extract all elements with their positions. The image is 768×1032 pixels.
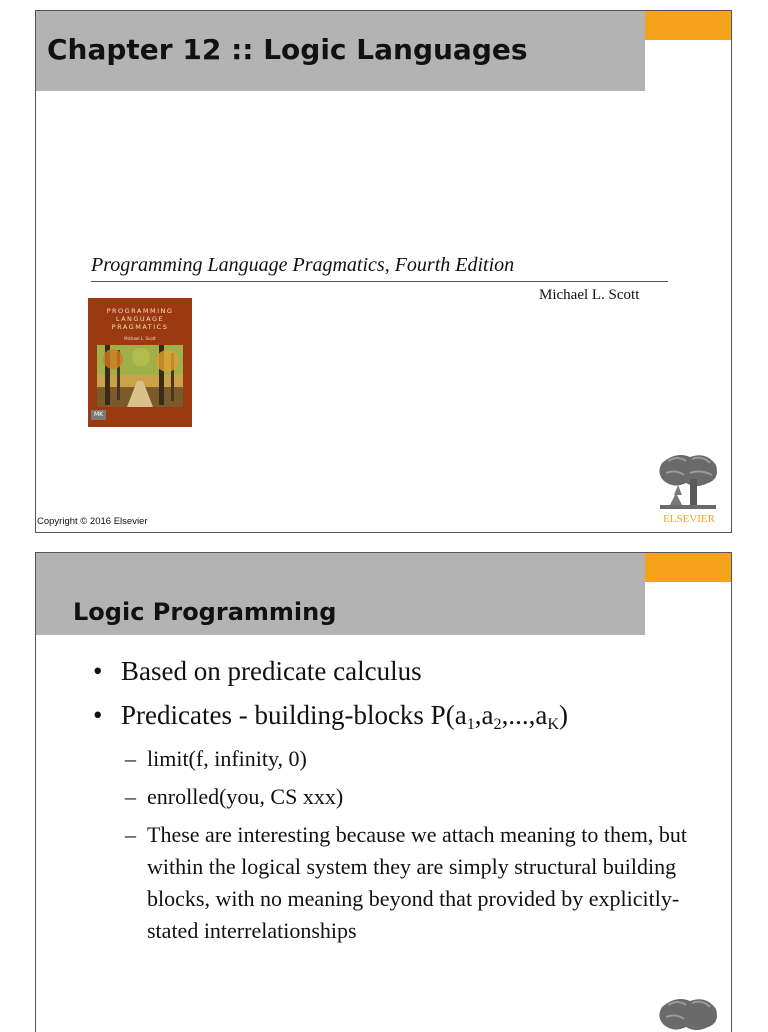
bullet-list xyxy=(93,655,713,953)
slide-title: Chapter 12 :: Logic Languages xyxy=(47,33,528,66)
bullet-icon: • xyxy=(93,700,103,730)
book-title: Programming Language Pragmatics, Fourth Edition xyxy=(91,254,668,282)
list-item xyxy=(93,655,713,687)
forest-illustration xyxy=(97,345,183,407)
bullet-text: Based on predicate calculus xyxy=(121,656,422,686)
sub-list-item xyxy=(93,781,713,813)
copyright-notice: Copyright © 2016 Elsevier xyxy=(37,516,148,527)
elsevier-tree-logo-icon xyxy=(656,451,720,511)
author-name: Michael L. Scott xyxy=(539,287,640,303)
slide-1 xyxy=(35,10,732,533)
dash-icon: – xyxy=(125,746,136,771)
elsevier-tree-logo-icon xyxy=(656,995,720,1032)
list-item xyxy=(93,699,713,731)
dash-icon: – xyxy=(125,822,136,847)
slide-title: Logic Programming xyxy=(73,598,337,626)
sub-item-text: limit(f, infinity, 0) xyxy=(147,746,307,771)
sub-item-text: These are interesting because we attach meaning to them, but within the logical system they are simply structural building blocks, with no meaning beyond that provided by explicitly-stated interrelationships xyxy=(147,822,688,943)
elsevier-logo-text: ELSEVIER xyxy=(663,513,715,525)
accent-block xyxy=(645,553,732,582)
sub-item-text: enrolled(you, CS xxx) xyxy=(147,784,344,809)
dash-icon: – xyxy=(125,784,136,809)
cover-badge: MK xyxy=(91,410,106,420)
bullet-text: Predicates - building-blocks $P(a_1,a_2,...,a_K)$ xyxy=(121,700,569,733)
accent-block xyxy=(645,11,732,40)
cover-author: Michael L. Scott xyxy=(124,336,156,341)
cover-title: PROGRAMMING LANGUAGE PRAGMATICS xyxy=(106,307,174,331)
book-cover-image xyxy=(88,298,192,427)
slide-2 xyxy=(35,552,732,1032)
bullet-icon: • xyxy=(93,656,103,686)
sub-list-item xyxy=(93,819,713,947)
sub-list-item xyxy=(93,743,713,775)
